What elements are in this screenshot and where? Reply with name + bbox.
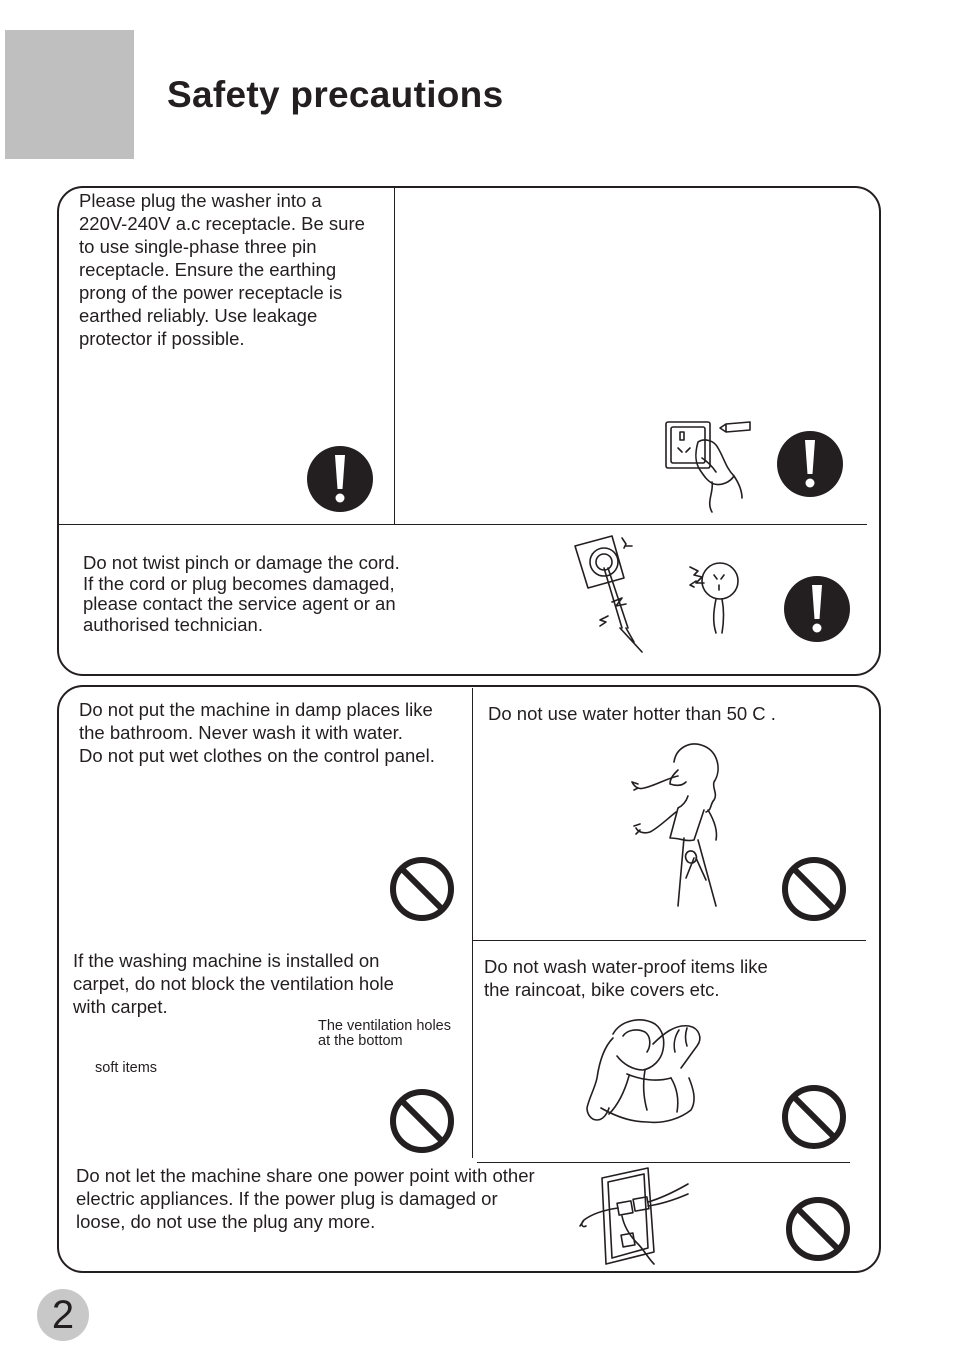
mandatory-exclamation-icon bbox=[776, 430, 844, 498]
prohibition-icon bbox=[784, 1195, 852, 1263]
panel2-vertical-divider bbox=[472, 688, 473, 1158]
plug-receptacle-text: Please plug the washer into a 220V-240V a.c receptacle. Be sure to use single-phase three pin receptacle. Ensure the earthing prong of the power receptacle is earthed reliably. Use leakage protector if possible. bbox=[79, 190, 365, 349]
damp-places-text: Do not put the machine in damp places like the bathroom. Never wash it with water. Do not put wet clothes on the control panel. bbox=[79, 699, 435, 766]
twisted-cord-icon bbox=[572, 532, 648, 656]
panel2-horizontal-divider-bottom bbox=[477, 1162, 850, 1163]
cord-damage-text: Do not twist pinch or damage the cord. If the cord or plug becomes damaged, please contact the service agent or an authorised technician. bbox=[83, 552, 400, 635]
carpet-text: If the washing machine is installed on carpet, do not block the ventilation hole with carpet. bbox=[73, 950, 394, 1017]
socket-plug-icon bbox=[662, 418, 756, 518]
prohibition-icon bbox=[388, 855, 456, 923]
ventilation-holes-label: The ventilation holes at the bottom bbox=[318, 1018, 451, 1049]
girl-hot-water-icon bbox=[628, 740, 728, 908]
prohibition-icon bbox=[388, 1087, 456, 1155]
panel1-vertical-divider bbox=[394, 188, 395, 525]
panel2-horizontal-divider-right bbox=[473, 940, 866, 941]
power-point-text: Do not let the machine share one power point with other electric appliances. If the power plug is damaged or loose, do not use the plug any more. bbox=[76, 1165, 535, 1232]
soft-items-label: soft items bbox=[95, 1060, 158, 1076]
page-title: Safety precautions bbox=[167, 74, 504, 115]
shared-outlet-icon bbox=[578, 1164, 690, 1268]
prohibition-icon bbox=[780, 855, 848, 923]
damaged-plug-icon bbox=[686, 557, 744, 635]
waterproof-text: Do not wash water-proof items like the raincoat, bike covers etc. bbox=[484, 956, 768, 1000]
header-grey-block bbox=[5, 30, 134, 159]
page-number: 2 bbox=[51, 1293, 75, 1337]
mandatory-exclamation-icon bbox=[783, 575, 851, 643]
raincoat-icon bbox=[583, 1014, 711, 1132]
prohibition-icon bbox=[780, 1083, 848, 1151]
hot-water-text: Do not use water hotter than 50 C . bbox=[488, 703, 776, 724]
panel1-horizontal-divider bbox=[59, 524, 867, 525]
mandatory-exclamation-icon bbox=[306, 445, 374, 513]
